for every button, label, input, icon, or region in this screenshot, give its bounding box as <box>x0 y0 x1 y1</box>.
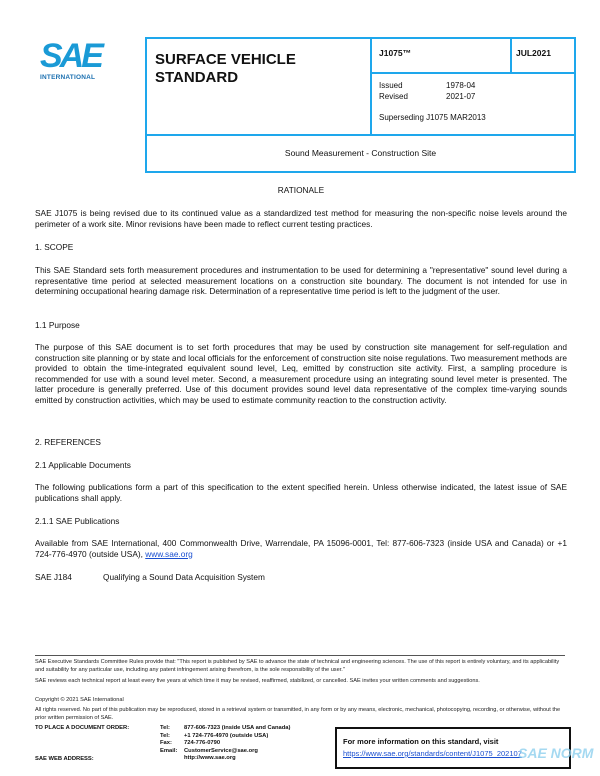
standard-link[interactable]: https://www.sae.org/standards/content/J1075_202107 <box>343 749 522 758</box>
logo-subtitle: INTERNATIONAL <box>40 74 96 81</box>
contact-row <box>160 755 290 763</box>
footer-copyright: Copyright © 2021 SAE International <box>35 697 124 703</box>
document-date: JUL2021 <box>512 39 574 74</box>
order-contacts <box>160 725 290 763</box>
superseding: Superseding J1075 MAR2013 <box>379 113 486 122</box>
reference-entry <box>35 572 567 583</box>
title-line: STANDARD <box>155 69 239 86</box>
contact-email[interactable]: CustomerService@sae.org <box>184 747 258 754</box>
footer-divider <box>35 655 565 656</box>
contact-label: Email: <box>160 747 178 754</box>
order-label: TO PLACE A DOCUMENT ORDER: <box>35 725 130 731</box>
rationale-text: SAE J1075 is being revised due to its continued value as a standardized test method for measuring the non-specific noise levels around the perimeter of a work site. Minor revisions have been made to reflect current testing practices. <box>35 208 567 229</box>
contact-value: +1 724-776-4970 (outside USA) <box>184 732 269 739</box>
rationale-heading: RATIONALE <box>277 185 325 195</box>
purpose-heading: 1.1 Purpose <box>35 320 80 330</box>
references-heading: 2. REFERENCES <box>35 437 101 447</box>
sae-website-link[interactable]: www.sae.org <box>145 548 193 559</box>
footer-review: SAE reviews each technical report at least every five years at which time it may be revised, reaffirmed, stabilized, or cancelled. SAE invites your written comments and suggestions. <box>35 678 480 684</box>
contact-value: 724-776-0790 <box>184 740 221 747</box>
reference-id: SAE J184 <box>35 572 72 582</box>
purpose-text: The purpose of this SAE document is to set forth procedures that may be used by construction site management for self-regulation and construction site planning or by state and local officials for the enforcement of construction site noise regulations. Two measurement methods are provided to obtain the time-integrated equivalent sound level, Leq, emitted by construction site activity. First, a sampling procedure is recommended for use with a sound level meter. Second, a measurement procedure using an integrating sound level meter is presented. The latter procedure is generally preferred. Use of this document provides sound level data representative of the complex time-varying sounds emitted by construction activities, which may be used to estimate community reaction to the construction activity. <box>35 342 567 405</box>
logo-mark: SAE <box>40 37 101 75</box>
contact-label: Tel: <box>160 732 170 739</box>
issued-value: 1978-04 <box>446 81 476 90</box>
document-type <box>147 39 372 136</box>
title-line: SURFACE VEHICLE <box>155 51 296 68</box>
sae-publications-heading: 2.1.1 SAE Publications <box>35 516 120 526</box>
contact-row <box>160 740 290 748</box>
applicable-text: The following publications form a part of this specification to the extent specified herein. Unless otherwise indicated, the latest issue of SAE publications shall apply. <box>35 482 567 503</box>
web-address[interactable]: http://www.sae.org <box>184 755 236 762</box>
footer-rights: All rights reserved. No part of this publication may be reproduced, stored in a retrieval system or transmitted, in any form or by any means, electronic, mechanical, photocopying, recording, or otherwise, without the prior written permission of SAE. <box>35 707 561 721</box>
contact-row <box>160 733 290 741</box>
watermark-logo: SAE NORM <box>518 745 594 761</box>
revised-value: 2021-07 <box>446 92 476 101</box>
document-number: J1075™ <box>372 39 512 74</box>
footer-rules: SAE Executive Standards Committee Rules provide that: "This report is published by SAE to advance the state of technical and engineering sciences. The use of this report is entirely voluntary, and its applicability and suitability for any particular use, including any patent infringement arising therefrom, is the sole responsibility of the user." <box>35 659 560 673</box>
contact-row <box>160 748 290 756</box>
contact-row <box>160 725 290 733</box>
scope-heading: 1. SCOPE <box>35 242 74 252</box>
contact-label: Fax: <box>160 740 172 747</box>
publications-address: Available from SAE International, 400 Commonwealth Drive, Warrendale, PA 15096-0001, Tel: 877-606-7323 (inside USA and Canada) or +1 724-776-4970 (outside USA), <box>35 538 567 559</box>
web-label: SAE WEB ADDRESS: <box>35 756 94 762</box>
issue-info <box>372 74 574 136</box>
scope-text: This SAE Standard sets forth measurement procedures and instrumentation to be used for determining a "representative" sound level during a representative time period at selected measurement locations on a construction site boundary. The document is not intended for use in determining occupational hearing damage risk. Determination of a representative time period is left to the judgment of the user. <box>35 265 567 296</box>
contact-label: Tel: <box>160 725 170 731</box>
document-header <box>145 37 576 173</box>
reference-title: Qualifying a Sound Data Acquisition System <box>103 572 265 582</box>
applicable-heading: 2.1 Applicable Documents <box>35 460 131 470</box>
issued-label: Issued <box>379 81 403 90</box>
contact-value: 877-606-7323 (inside USA and Canada) <box>184 725 291 731</box>
document-subject: Sound Measurement - Construction Site <box>284 148 437 158</box>
info-text: For more information on this standard, visit <box>343 737 499 746</box>
revised-label: Revised <box>379 92 408 101</box>
sae-logo <box>40 38 120 81</box>
sae-publications-text <box>35 538 567 559</box>
